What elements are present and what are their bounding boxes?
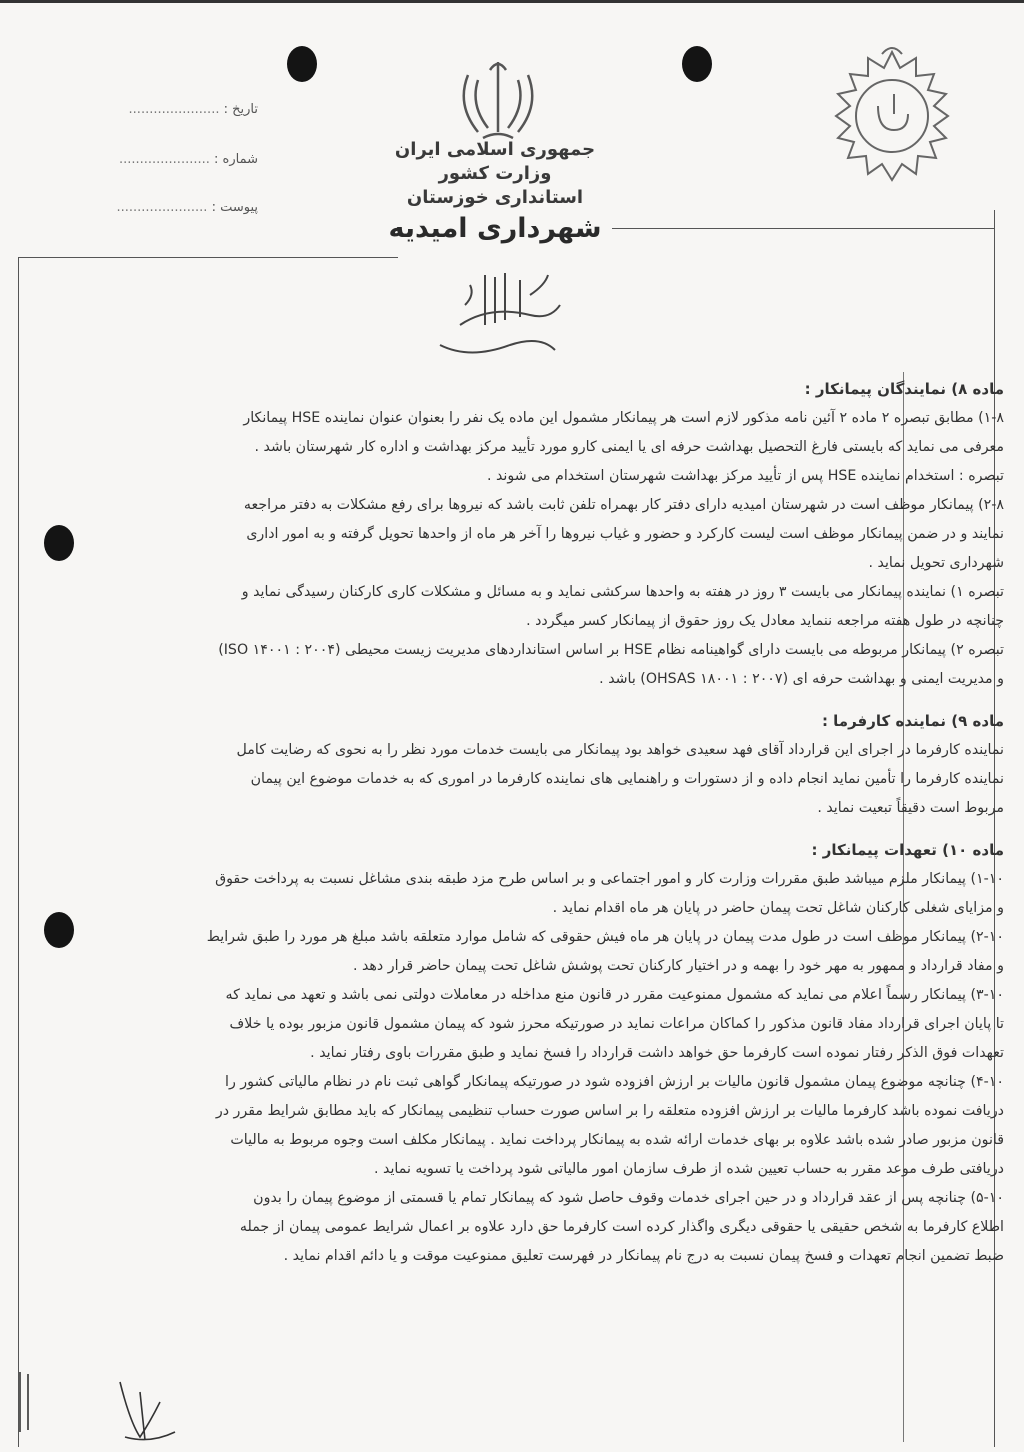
paragraph-line: ۲-۱۰) پیمانکار موظف است در طول مدت پیمان در پایان هر ماه فیش حقوقی که شامل موارد متعلقه باشد مبلغ هر مورد را طبق شرایط [206, 929, 1004, 945]
number-field [18, 152, 258, 167]
paragraph-line: ۴-۱۰) چنانچه موضوع پیمان مشمول قانون مالیات بر ارزش افزوده شود در صورتیکه پیمانکار گواهی ثبت نام در نظام مالیاتی کشور را [225, 1074, 1004, 1090]
handwritten-signature [0, 1362, 200, 1447]
paragraph-line: دریافتی طرف موعد مقرر به حساب تعیین شده از طرف سازمان امور مالیاتی شود پرداخت یا تسویه نماید . [374, 1161, 1004, 1177]
paragraph-line: چنانچه در طول هفته مراجعه ننماید معادل یک روز حقوق از پیمانکار کسر میگردد . [526, 613, 1004, 629]
attachment-field [18, 200, 258, 215]
ministry-name: وزارت کشور [438, 163, 552, 184]
paragraph-line: و مزایای شغلی کارکنان شاغل تحت پیمان حاضر در پایان هر ماه اقدام نماید . [552, 900, 1004, 916]
paragraph-line: و مفاد قرارداد و ممهور به مهر خود را بهمه و در اختیار کارکنان تحت پوشش شاغل تحت پیمان حاضر قرار دهد . [352, 958, 1004, 974]
paragraph-line: ۳-۱۰) پیمانکار رسماً اعلام می نماید که مشمول ممنوعیت مقرر در قانون منع مداخله در معاملات دولتی نمی باشد و تعهد می نماید که [225, 987, 1004, 1003]
number-dots: ...................... [118, 152, 210, 167]
paragraph-line: نمایند و در ضمن پیمانکار موظف است لیست کارکرد و حضور و غیاب نیروها را آخر هر ماه از واحدها تحویل گرفته و به امور اداری [246, 526, 1004, 542]
paragraph-line: نماینده کارفرما را تأمین نماید انجام داده و از دستورات و راهنمایی های نماینده کارفرما در اموری که به خدمات موضوع این پیمان [250, 771, 1004, 787]
scan-top-edge [0, 0, 1024, 3]
paragraph-line: معرفی می نماید که بایستی فارغ التحصیل بهداشت حرفه ای یا ایمنی کارو مورد تأیید مرکز بهداشت و اداره کار شهرستان باشد . [254, 439, 1004, 455]
paragraph-line: مربوط است دقیقاً تبعیت نماید . [817, 800, 1004, 816]
document-body [18, 368, 1004, 1271]
section-title: ماده ۱۰) تعهدات پیمانکار : [811, 841, 1004, 859]
paragraph-line: نماینده کارفرما در اجرای این قرارداد آقای فهد سعیدی خواهد بود پیمانکار می بایست خدمات مورد نظر را به نحوی که رضایت کامل [236, 742, 1004, 758]
province-name: استانداری خوزستان [406, 187, 584, 208]
number-label: شماره : [214, 152, 258, 167]
paragraph-line: تبصره : استخدام نماینده HSE پس از تأیید مرکز بهداشت شهرستان استخدام می شوند . [486, 468, 1004, 484]
paragraph-line: ضبط تضمین انجام تعهدات و فسخ پیمان نسبت به درج نام پیمانکار در فهرست تعلیق ممنوعیت موقت و یا دائم اقدام نماید . [283, 1248, 1004, 1264]
section-title: ماده ۹) نماینده کارفرما : [821, 712, 1004, 730]
municipality-logo-icon [812, 44, 972, 204]
date-label: تاریخ : [223, 102, 258, 117]
letterhead [330, 138, 660, 248]
paragraph-line: تا پایان اجرای قرارداد مفاد قانون مذکور را کماکان مراعات نماید در صورتیکه محرز شود که پیمان مشمول قانون مزبور بوده یا خلاف [229, 1016, 1004, 1032]
frame-top-right [612, 228, 994, 229]
date-field [18, 102, 258, 117]
iran-emblem-icon [448, 50, 548, 150]
punch-hole [287, 46, 317, 82]
frame-top-left [18, 257, 398, 258]
paragraph-line: ۲-۸) پیمانکار موظف است در شهرستان امیدیه دارای دفتر کار بهمراه تلفن ثابت باشد که نیروها برای رفع مشکلات به دفتر مراجعه [243, 497, 1004, 513]
paragraph-line: دریافت نموده باشد کارفرما مالیات بر ارزش افزوده متعلقه را بر اساس صورت حساب تنظیمی پیمانکار که باید مطابق شرایط مقرر در [215, 1103, 1004, 1119]
paragraph-line: شهرداری تحویل نماید . [868, 555, 1004, 571]
paragraph-line: ۱-۱۰) پیمانکار ملزم میباشد طبق مقررات وزارت کار و امور اجتماعی و بر اساس طرح مزد طبقه بندی مشاغل نسبت به پرداخت حقوق [215, 871, 1004, 887]
paragraph-line: تبصره ۲) پیمانکار مربوطه می بایست دارای گواهینامه نظام HSE بر اساس استانداردهای مدیریت زیست محیطی (ISO ۱۴۰۰۱ : ۲۰۰۴) [218, 642, 1004, 658]
date-dots: ...................... [128, 102, 220, 117]
punch-hole [682, 46, 712, 82]
paragraph-line: و مدیریت ایمنی و بهداشت حرفه ای (OHSAS ۱۸۰۰۱ : ۲۰۰۷) باشد . [599, 671, 1004, 687]
paragraph-line: تعهدات فوق الذکر رفتار نموده است کارفرما حق خواهد داشت قرارداد را فسخ نماید و طبق مقررات باوی رفتار نماید . [310, 1045, 1004, 1061]
country-name: جمهوری اسلامی ایران [394, 139, 596, 160]
attachment-dots: ...................... [116, 200, 208, 215]
paragraph-line: ۵-۱۰) چنانچه پس از عقد قرارداد و در حین اجرای خدمات وقوف حاصل شود که پیمانکار تمام یا قسمتی از موضوع پیمان را بدون [253, 1190, 1004, 1206]
paragraph-line: تبصره ۱) نماینده پیمانکار می بایست ۳ روز در هفته به واحدها سرکشی نماید و به مسائل و مشکلات کاری کارکنان رسیدگی نماید و [241, 584, 1004, 600]
section-title: ماده ۸) نمایندگان پیمانکار : [804, 380, 1004, 398]
attachment-label: پیوست : [211, 200, 258, 215]
paragraph-line: قانون مزبور صادر شده باشد علاوه بر بهای خدمات ارائه شده به پیمانکار پرداخت نماید . پیمانکار مکلف است وجوه مربوط به مالیات [230, 1132, 1004, 1148]
paragraph-line: اطلاع کارفرما به شخص حقیقی یا حقوقی دیگری واگذار کرده است کارفرما حق دارد علاوه بر اعمال شرایط عمومی پیمان از جمله [239, 1219, 1004, 1235]
bismillah-calligraphy [430, 265, 570, 365]
municipality-name: شهرداری امیدیه [388, 213, 602, 244]
paragraph-line: ۱-۸) مطابق تبصره ۲ ماده ۲ آئین نامه مذکور لازم است هر پیمانکار مشمول این ماده یک نفر را بعنوان عنوان نماینده HSE پیمانکار [243, 410, 1004, 426]
